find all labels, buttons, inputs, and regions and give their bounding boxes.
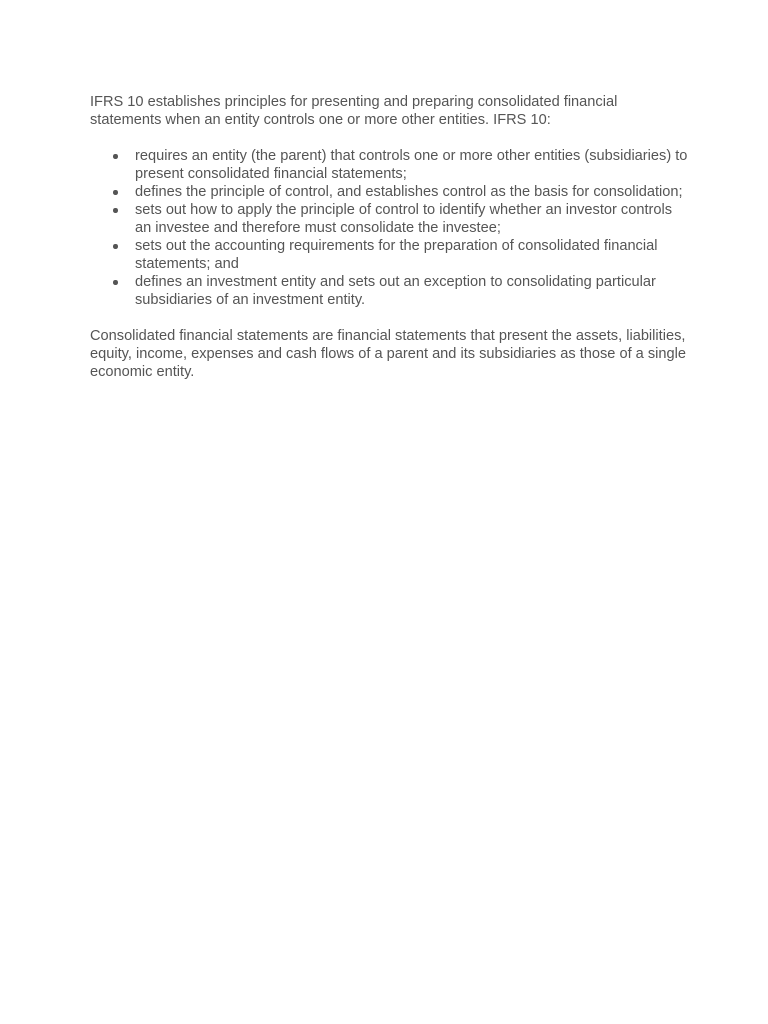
bullet-icon — [113, 154, 118, 159]
list-item — [90, 201, 690, 237]
bullet-list — [90, 147, 690, 309]
list-item — [90, 273, 690, 309]
list-item-text: defines the principle of control, and establishes control as the basis for consolidation; — [135, 184, 683, 200]
list-item — [90, 183, 690, 201]
closing-paragraph: Consolidated financial statements are financial statements that present the assets, liabilities, equity, income, expenses and cash flows of a parent and its subsidiaries as those of a single economic entity. — [90, 328, 686, 380]
bullet-icon — [113, 208, 118, 213]
bullet-icon — [113, 244, 118, 249]
list-item-text: sets out the accounting requirements for the preparation of consolidated financial statements; and — [135, 238, 658, 272]
list-item — [90, 147, 690, 183]
list-item-text: sets out how to apply the principle of control to identify whether an investor controls an investee and therefore must consolidate the investee; — [135, 202, 673, 236]
document-body — [90, 93, 690, 381]
list-item — [90, 237, 690, 273]
list-item-text: defines an investment entity and sets out an exception to consolidating particular subsidiaries of an investment entity. — [135, 274, 656, 308]
list-item-text: requires an entity (the parent) that controls one or more other entities (subsidiaries) to present consolidated financial statements; — [135, 148, 688, 182]
bullet-icon — [113, 190, 118, 195]
intro-paragraph: IFRS 10 establishes principles for presenting and preparing consolidated financial statements when an entity controls one or more other entities. IFRS 10: — [90, 94, 618, 128]
bullet-icon — [113, 280, 118, 285]
